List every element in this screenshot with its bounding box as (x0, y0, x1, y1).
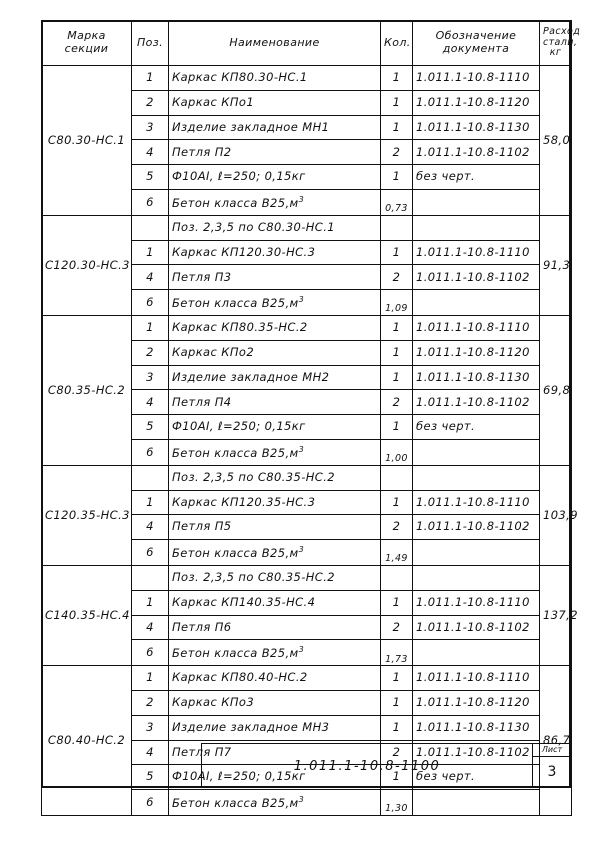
position-cell: 6 (132, 290, 169, 316)
position-cell: 4 (132, 140, 169, 165)
document-code: 1.011.1-10.8-1100 (293, 758, 441, 774)
sheet-label: Лист (533, 744, 571, 757)
name-cell (169, 290, 381, 316)
document-cell: 1.011.1-10.8-1110 (413, 666, 540, 691)
quantity-cell: 2 (381, 265, 413, 290)
header-doc: Обозначение документа (413, 21, 540, 66)
document-cell (413, 565, 540, 590)
position-cell: 2 (132, 690, 169, 715)
document-cell (413, 540, 540, 566)
name-text: Поз. 2,3,5 по С80.35-НС.2 (172, 469, 335, 484)
name-cell (169, 615, 381, 640)
name-text: Бетон класса В25,м (172, 795, 299, 810)
position-cell: 3 (132, 365, 169, 390)
name-text: Петля П4 (172, 394, 232, 409)
section-mark: С140.35-НС.4 (42, 565, 132, 665)
name-cell (169, 390, 381, 415)
unit-exponent: 3 (298, 194, 305, 204)
quantity-cell (381, 215, 413, 240)
name-text: Бетон класса В25,м (172, 295, 299, 310)
quantity-cell: 2 (381, 140, 413, 165)
section-mark: С80.35-НС.2 (42, 315, 132, 465)
quantity-cell: 1 (381, 315, 413, 340)
name-cell (169, 240, 381, 265)
name-cell (169, 90, 381, 115)
name-text: Каркас КПо1 (172, 94, 255, 109)
quantity-cell: 1 (381, 690, 413, 715)
section-mark: С120.30-НС.3 (42, 215, 132, 315)
position-cell (132, 565, 169, 590)
document-cell: без черт. (413, 415, 540, 440)
quantity-cell: 1,30 (381, 790, 413, 816)
name-text: Каркас КП140.35-НС.4 (172, 594, 316, 609)
document-cell (413, 465, 540, 490)
name-cell (169, 415, 381, 440)
quantity-cell: 1 (381, 66, 413, 91)
name-text: Бетон класса В25,м (172, 645, 299, 660)
document-cell: без черт. (413, 765, 540, 790)
position-cell: 1 (132, 590, 169, 615)
title-block (201, 743, 571, 788)
specification-table (41, 20, 581, 816)
table-row (42, 215, 572, 240)
steel-mass: 137,2 (540, 565, 572, 665)
name-cell (169, 140, 381, 165)
name-text: Бетон класса В25,м (172, 545, 299, 560)
quantity-cell: 2 (381, 515, 413, 540)
position-cell: 6 (132, 439, 169, 465)
position-cell: 5 (132, 765, 169, 790)
quantity-cell: 1 (381, 115, 413, 140)
position-cell: 1 (132, 66, 169, 91)
name-text: Поз. 2,3,5 по С80.35-НС.2 (172, 570, 335, 585)
section-mark: С120.35-НС.3 (42, 465, 132, 565)
steel-mass: 58,0 (540, 66, 572, 216)
name-text: Ф10АI, ℓ=250; 0,15кг (172, 169, 306, 184)
position-cell: 6 (132, 540, 169, 566)
name-text: Петля П7 (172, 744, 232, 759)
document-cell: 1.011.1-10.8-1102 (413, 740, 540, 765)
quantity-cell: 1 (381, 590, 413, 615)
quantity-cell: 1,09 (381, 290, 413, 316)
name-text: Ф10АI, ℓ=250; 0,15кг (172, 419, 306, 434)
unit-exponent: 3 (298, 645, 305, 655)
document-cell: 1.011.1-10.8-1102 (413, 265, 540, 290)
name-cell (169, 439, 381, 465)
name-cell (169, 215, 381, 240)
quantity-cell (381, 465, 413, 490)
section-mark: С80.30-НС.1 (42, 66, 132, 216)
unit-exponent: 3 (298, 544, 305, 554)
name-cell (169, 340, 381, 365)
name-cell (169, 590, 381, 615)
name-text: Петля П3 (172, 269, 232, 284)
position-cell: 4 (132, 615, 169, 640)
name-text: Петля П5 (172, 519, 232, 534)
name-text: Изделие закладное МН2 (172, 369, 330, 384)
table-body (42, 66, 578, 816)
quantity-cell: 1 (381, 240, 413, 265)
name-cell (169, 715, 381, 740)
table-row (42, 315, 572, 340)
position-cell: 1 (132, 666, 169, 691)
table-row (42, 666, 572, 691)
name-cell (169, 66, 381, 91)
sheet-cell (532, 744, 571, 787)
name-cell (169, 515, 381, 540)
document-cell: 1.011.1-10.8-1130 (413, 365, 540, 390)
document-cell: 1.011.1-10.8-1102 (413, 515, 540, 540)
name-text: Каркас КП120.35-НС.3 (172, 494, 316, 509)
name-text: Петля П6 (172, 619, 232, 634)
document-cell: 1.011.1-10.8-1102 (413, 390, 540, 415)
position-cell: 4 (132, 515, 169, 540)
table-row (42, 66, 572, 91)
steel-mass: 103,9 (540, 465, 572, 565)
steel-mass: 91,3 (540, 215, 572, 315)
position-cell: 6 (132, 189, 169, 215)
unit-exponent: 3 (298, 294, 305, 304)
name-cell (169, 115, 381, 140)
document-cell: 1.011.1-10.8-1110 (413, 66, 540, 91)
name-text: Изделие закладное МН3 (172, 719, 330, 734)
name-text: Каркас КПо3 (172, 695, 255, 710)
name-text: Каркас КП80.40-НС.2 (172, 670, 308, 685)
quantity-cell: 1 (381, 340, 413, 365)
position-cell: 1 (132, 240, 169, 265)
document-cell: 1.011.1-10.8-1102 (413, 140, 540, 165)
document-cell (413, 215, 540, 240)
document-cell: 1.011.1-10.8-1120 (413, 340, 540, 365)
position-cell: 5 (132, 165, 169, 190)
header-mass: Расход стали, кг (540, 21, 572, 66)
name-text: Каркас КП80.35-НС.2 (172, 320, 308, 335)
table-header-row (42, 21, 572, 66)
quantity-cell: 1 (381, 490, 413, 515)
document-cell (413, 439, 540, 465)
quantity-cell: 1,49 (381, 540, 413, 566)
name-cell (169, 565, 381, 590)
name-cell (169, 640, 381, 666)
name-cell (169, 465, 381, 490)
quantity-cell: 1 (381, 365, 413, 390)
table-row (42, 465, 572, 490)
quantity-cell: 1 (381, 715, 413, 740)
unit-exponent: 3 (298, 444, 305, 454)
name-text: Поз. 2,3,5 по С80.30-НС.1 (172, 219, 335, 234)
document-cell: 1.011.1-10.8-1120 (413, 690, 540, 715)
header-name: Наименование (169, 21, 381, 66)
position-cell (132, 465, 169, 490)
sheet-number: 3 (547, 764, 557, 780)
position-cell: 4 (132, 390, 169, 415)
document-cell: 1.011.1-10.8-1110 (413, 490, 540, 515)
document-cell: 1.011.1-10.8-1110 (413, 315, 540, 340)
quantity-cell (381, 565, 413, 590)
quantity-cell: 2 (381, 390, 413, 415)
position-cell: 5 (132, 415, 169, 440)
steel-mass: 86,7 (540, 666, 572, 816)
section-mark: С80.40-НС.2 (42, 666, 132, 816)
steel-mass: 69,8 (540, 315, 572, 465)
document-cell: 1.011.1-10.8-1120 (413, 90, 540, 115)
position-cell (132, 215, 169, 240)
position-cell: 6 (132, 790, 169, 816)
quantity-cell: 2 (381, 740, 413, 765)
name-text: Каркас КП120.30-НС.3 (172, 244, 316, 259)
position-cell: 2 (132, 340, 169, 365)
quantity-cell: 1,73 (381, 640, 413, 666)
quantity-cell: 1 (381, 765, 413, 790)
document-cell (413, 790, 540, 816)
name-text: Каркас КП80.30-НС.1 (172, 70, 308, 85)
position-cell: 6 (132, 640, 169, 666)
name-text: Изделие закладное МН1 (172, 119, 330, 134)
quantity-cell: 1 (381, 90, 413, 115)
name-cell (169, 265, 381, 290)
name-cell (169, 540, 381, 566)
header-mark: Марка секции (42, 21, 132, 66)
document-cell: без черт. (413, 165, 540, 190)
position-cell: 4 (132, 265, 169, 290)
quantity-cell: 0,73 (381, 189, 413, 215)
name-cell (169, 790, 381, 816)
name-text: Петля П2 (172, 144, 232, 159)
position-cell: 1 (132, 490, 169, 515)
quantity-cell: 1,00 (381, 439, 413, 465)
unit-exponent: 3 (298, 794, 305, 804)
position-cell: 4 (132, 740, 169, 765)
name-cell (169, 365, 381, 390)
name-cell (169, 666, 381, 691)
name-text: Бетон класса В25,м (172, 445, 299, 460)
document-cell: 1.011.1-10.8-1102 (413, 615, 540, 640)
name-cell (169, 165, 381, 190)
position-cell: 3 (132, 715, 169, 740)
header-pos: Поз. (132, 21, 169, 66)
document-cell: 1.011.1-10.8-1110 (413, 240, 540, 265)
name-cell (169, 315, 381, 340)
quantity-cell: 2 (381, 615, 413, 640)
document-cell: 1.011.1-10.8-1130 (413, 115, 540, 140)
table-row (42, 565, 572, 590)
document-cell: 1.011.1-10.8-1110 (413, 590, 540, 615)
name-text: Бетон класса В25,м (172, 195, 299, 210)
name-cell (169, 690, 381, 715)
name-text: Ф10АI, ℓ=250; 0,15кг (172, 769, 306, 784)
name-cell (169, 189, 381, 215)
document-cell: 1.011.1-10.8-1130 (413, 715, 540, 740)
quantity-cell: 1 (381, 415, 413, 440)
document-cell (413, 290, 540, 316)
name-cell (169, 490, 381, 515)
document-cell (413, 640, 540, 666)
quantity-cell: 1 (381, 666, 413, 691)
header-qty: Кол. (381, 21, 413, 66)
name-text: Каркас КПо2 (172, 344, 255, 359)
position-cell: 1 (132, 315, 169, 340)
position-cell: 3 (132, 115, 169, 140)
document-cell (413, 189, 540, 215)
position-cell: 2 (132, 90, 169, 115)
quantity-cell: 1 (381, 165, 413, 190)
